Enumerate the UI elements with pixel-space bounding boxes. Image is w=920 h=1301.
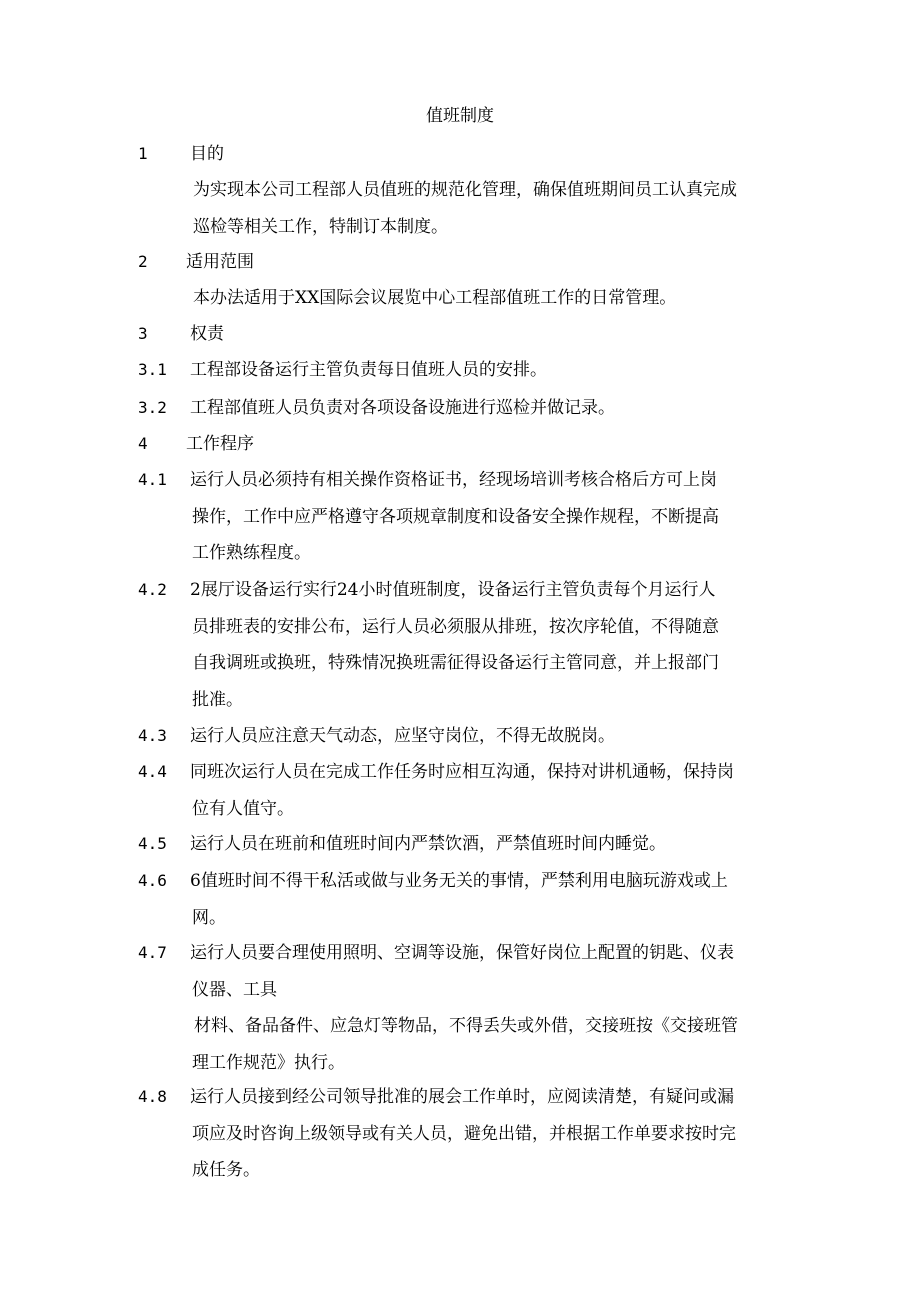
text-line: 成任务。 [192,1160,260,1180]
section-number: 3.2 [138,398,167,417]
section-text [190,826,790,863]
section-paragraph [193,280,793,317]
text-line: 网。 [192,907,226,928]
section-number: 4.3 [138,726,167,745]
section-number: 4.2 [138,580,167,599]
text-line: 工程部值班人员负责对各项设备设施进行巡检并做记录。 [190,398,615,418]
section-number: 1 [138,144,148,163]
section-number: 4.6 [138,871,167,890]
text-line: 批准。 [192,689,243,710]
section-text [190,1079,790,1189]
text-line: 理工作规范》执行。 [192,1052,345,1073]
section-paragraph [193,172,793,245]
section-text [190,754,790,827]
text-line: 6值班时间不得干私活或做与业务无关的事情，严禁利用电脑玩游戏或上 [190,871,728,891]
section-text [190,935,790,1081]
section-text [190,352,790,389]
section-heading: 适用范围 [186,252,254,272]
section-heading: 工作程序 [186,434,254,454]
text-line: 运行人员在班前和值班时间内严禁饮酒，严禁值班时间内睡觉。 [190,834,666,854]
paragraph-line: 巡检等相关工作，特制订本制度。 [193,216,448,237]
text-line: 同班次运行人员在完成工作任务时应相互沟通，保持对讲机通畅，保持岗 [190,762,734,782]
section-text [190,572,790,718]
section-text [190,462,790,572]
section-heading: 目的 [190,144,224,164]
section-number: 4.5 [138,834,167,853]
section-heading: 权责 [190,324,224,344]
text-line: 运行人员必须持有相关操作资格证书，经现场培训考核合格后方可上岗 [190,470,717,490]
text-line: 运行人员应注意天气动态，应坚守岗位，不得无故脱岗。 [190,726,615,746]
text-line: 仪器、工具 [192,979,277,1000]
section-number: 3 [138,324,148,343]
text-line: 工作熟练程度。 [192,543,311,563]
text-line: 项应及时咨询上级领导或有关人员，避免出错，并根据工作单要求按时完 [192,1123,736,1144]
text-line: 员排班表的安排公布，运行人员必须服从排班，按次序轮值，不得随意 [192,616,719,637]
text-line: 位有人值守。 [192,798,294,819]
document-title: 值班制度 [426,106,494,126]
section-number: 4.4 [138,762,167,781]
paragraph-line: 本办法适用于XX国际会议展览中心工程部值班工作的日常管理。 [193,288,677,308]
section-number: 4.8 [138,1087,167,1106]
text-line: 2展厅设备运行实行24小时值班制度，设备运行主管负责每个月运行人 [190,580,716,600]
section-text [190,718,790,755]
paragraph-line: 为实现本公司工程部人员值班的规范化管理，确保值班期间员工认真完成 [193,180,737,200]
text-line: 工程部设备运行主管负责每日值班人员的安排。 [190,360,547,380]
text-line: 运行人员要合理使用照明、空调等设施，保管好岗位上配置的钥匙、仪表 [190,943,734,963]
section-number: 4.7 [138,943,167,962]
section-number: 2 [138,252,148,271]
section-text [190,863,790,936]
section-number: 4 [138,434,148,453]
section-number: 4.1 [138,470,167,489]
text-line: 材料、备品备件、应急灯等物品，不得丢失或外借，交接班按《交接班管 [194,1016,738,1036]
section-text [190,390,790,427]
text-line: 自我调班或换班，特殊情况换班需征得设备运行主管同意，并上报部门 [192,653,719,673]
text-line: 操作，工作中应严格遵守各项规章制度和设备安全操作规程，不断提高 [192,506,719,527]
section-number: 3.1 [138,360,167,379]
text-line: 运行人员接到经公司领导批准的展会工作单时，应阅读清楚，有疑问或漏 [190,1087,734,1107]
